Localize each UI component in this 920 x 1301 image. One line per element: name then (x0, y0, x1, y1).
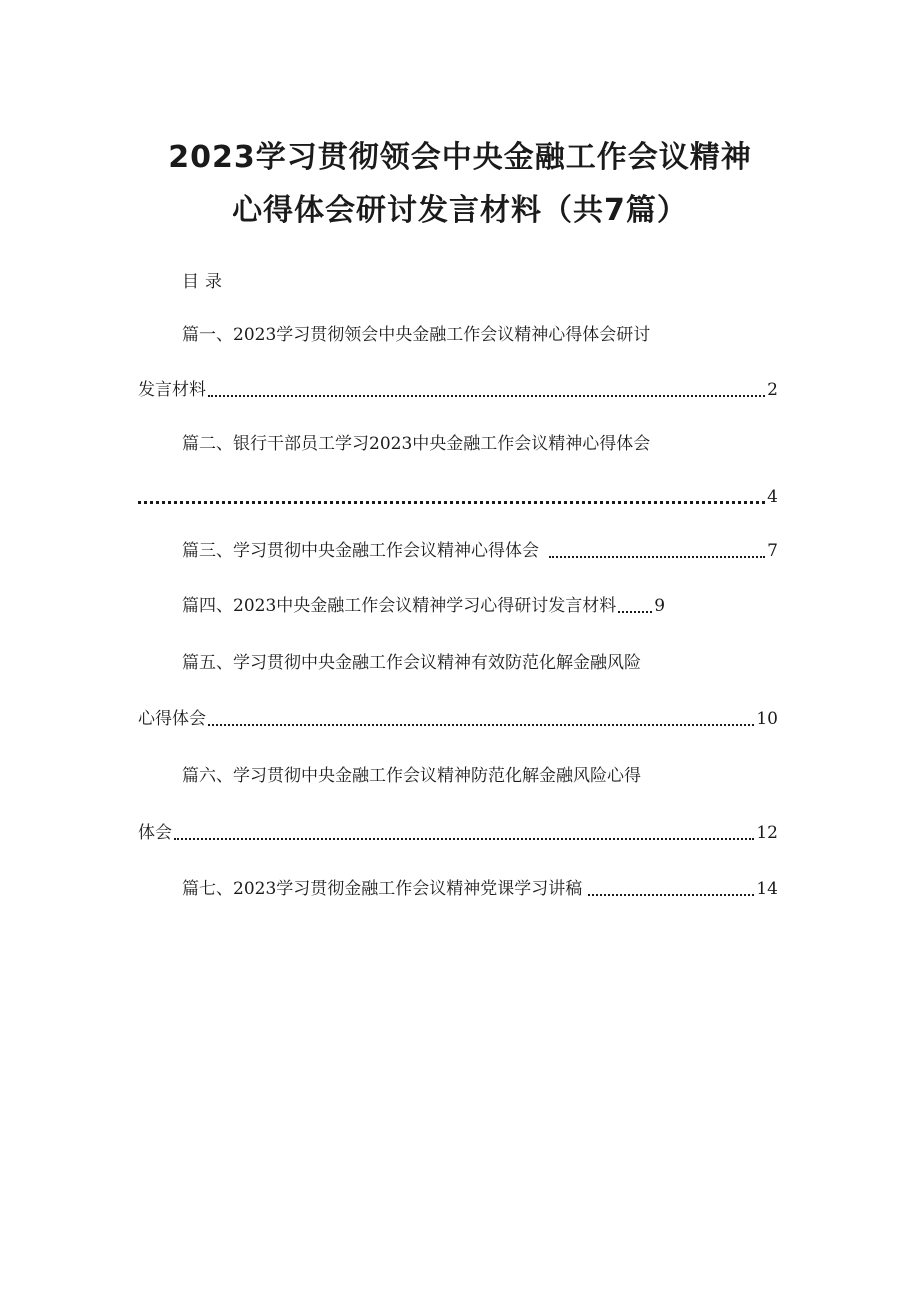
toc-entry-5-line-1[interactable] (182, 650, 778, 676)
toc-leader-dots (618, 611, 652, 613)
toc-entry-7[interactable] (182, 876, 778, 902)
toc-entry-3-page: 7 (767, 541, 778, 561)
toc-entry-2-title: 篇二、银行干部员工学习2023中央金融工作会议精神心得体会 (182, 434, 651, 454)
toc-leader-dots (174, 838, 754, 840)
toc-entry-6-title: 篇六、学习贯彻中央金融工作会议精神防范化解金融风险心得 (182, 766, 641, 786)
toc-entry-2-page: 4 (767, 487, 778, 507)
toc-entry-7-page: 14 (756, 879, 778, 899)
toc-entry-6-title-cont: 体会 (138, 823, 172, 843)
toc-leader-dots (588, 894, 754, 896)
toc-entry-5-title: 篇五、学习贯彻中央金融工作会议精神有效防范化解金融风险 (182, 653, 641, 673)
toc-entry-6-line-2[interactable] (138, 820, 778, 846)
toc-entry-4-page: 9 (654, 596, 666, 616)
toc-entry-4[interactable] (182, 593, 665, 619)
toc-entry-5-page: 10 (756, 709, 778, 729)
toc-entry-1-title: 篇一、2023学习贯彻领会中央金融工作会议精神心得体会研讨 (182, 325, 651, 345)
toc-entry-1-line-1[interactable] (182, 322, 778, 348)
toc-entry-7-title: 篇七、2023学习贯彻金融工作会议精神党课学习讲稿 (182, 879, 583, 899)
toc-entry-6-page: 12 (756, 823, 778, 843)
toc-entry-2-line-1[interactable] (182, 431, 778, 457)
toc-leader-dots (208, 395, 765, 397)
toc-entry-3[interactable] (182, 538, 778, 564)
toc-entry-5-line-2[interactable] (138, 706, 778, 732)
toc-leader-dots (549, 556, 765, 558)
toc-entry-5-title-cont: 心得体会 (138, 709, 206, 729)
toc-leader-dots (208, 724, 754, 726)
toc-entry-1-title-cont: 发言材料 (138, 380, 206, 400)
document-title-line-1: 2023学习贯彻领会中央金融工作会议精神 (168, 140, 752, 175)
toc-entry-1-page: 2 (767, 380, 778, 400)
toc-entry-6-line-1[interactable] (182, 763, 778, 789)
toc-entry-2-line-2[interactable] (138, 484, 778, 510)
toc-leader-dots (138, 501, 765, 504)
document-title-line-2: 心得体会研讨发言材料（共7篇） (232, 193, 688, 228)
toc-entry-4-title: 篇四、2023中央金融工作会议精神学习心得研讨发言材料 (182, 596, 617, 616)
toc-entry-1-line-2[interactable] (138, 377, 778, 403)
toc-entry-3-title: 篇三、学习贯彻中央金融工作会议精神心得体会 (182, 541, 539, 561)
toc-heading: 目录 (182, 272, 228, 292)
